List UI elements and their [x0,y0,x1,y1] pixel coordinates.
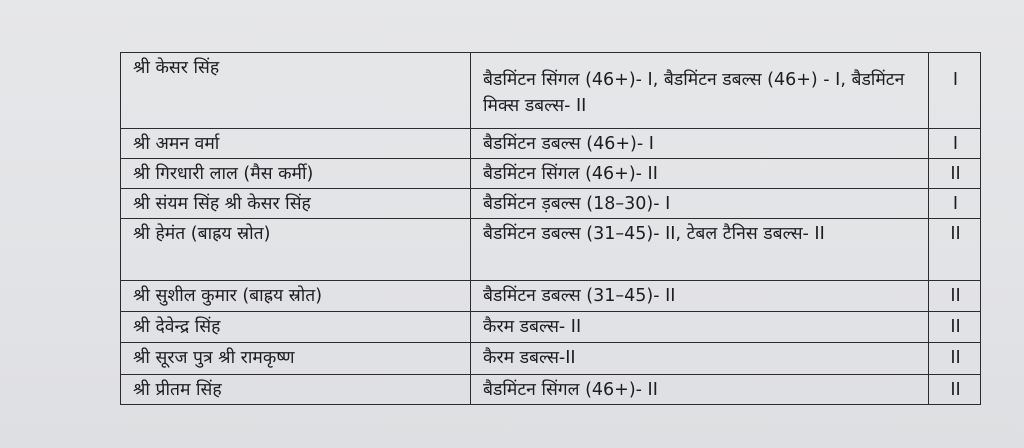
position-mark: II [929,312,981,343]
table-row [121,343,981,375]
event-description: बैडमिंटन डबल्स (46+)- I [471,129,929,159]
participant-name: श्री अमन वर्मा [121,129,471,159]
table-row [121,129,981,159]
participant-name: श्री देवेन्द्र सिंह [121,312,471,343]
position-mark: II [929,375,981,405]
participant-name: श्री सूरज पुत्र श्री रामकृष्ण [121,343,471,375]
event-description: बैडमिंटन डबल्स (31–45)- II, टेबल टैनिस डबल्स- II [471,219,929,281]
event-description: कैरम डबल्स- II [471,312,929,343]
participant-name: श्री गिरधारी लाल (मैस कर्मी) [121,159,471,189]
position-mark: I [929,189,981,219]
results-table [120,52,981,405]
position-mark: II [929,159,981,189]
table-row [121,219,981,281]
position-mark: I [929,53,981,129]
participant-name: श्री प्रीतम सिंह [121,375,471,405]
event-description: कैरम डबल्स-II [471,343,929,375]
position-mark: I [929,129,981,159]
participant-name: श्री हेमंत (बाह्रय स्रोत) [121,219,471,281]
table-row [121,312,981,343]
position-mark: II [929,219,981,281]
position-mark: II [929,281,981,312]
participant-name: श्री सुशील कुमार (बाह्रय स्रोत) [121,281,471,312]
event-description: बैडमिंटन डबल्स (31–45)- II [471,281,929,312]
table-row [121,189,981,219]
event-description: बैडमिंटन सिंगल (46+)- II [471,159,929,189]
participant-name: श्री केसर सिंह [121,53,471,129]
table-row [121,375,981,405]
table-row [121,53,981,129]
participant-name: श्री संयम सिंह श्री केसर सिंह [121,189,471,219]
event-description: बैडमिंटन सिंगल (46+)- I, बैडमिंटन डबल्स (46+) - I, बैडमिंटन मिक्स डबल्स- II [471,53,929,129]
position-mark: II [929,343,981,375]
event-description: बैडमिंटन सिंगल (46+)- II [471,375,929,405]
event-description: बैडमिंटन ड़बल्स (18–30)- I [471,189,929,219]
table-row [121,159,981,189]
table-row [121,281,981,312]
